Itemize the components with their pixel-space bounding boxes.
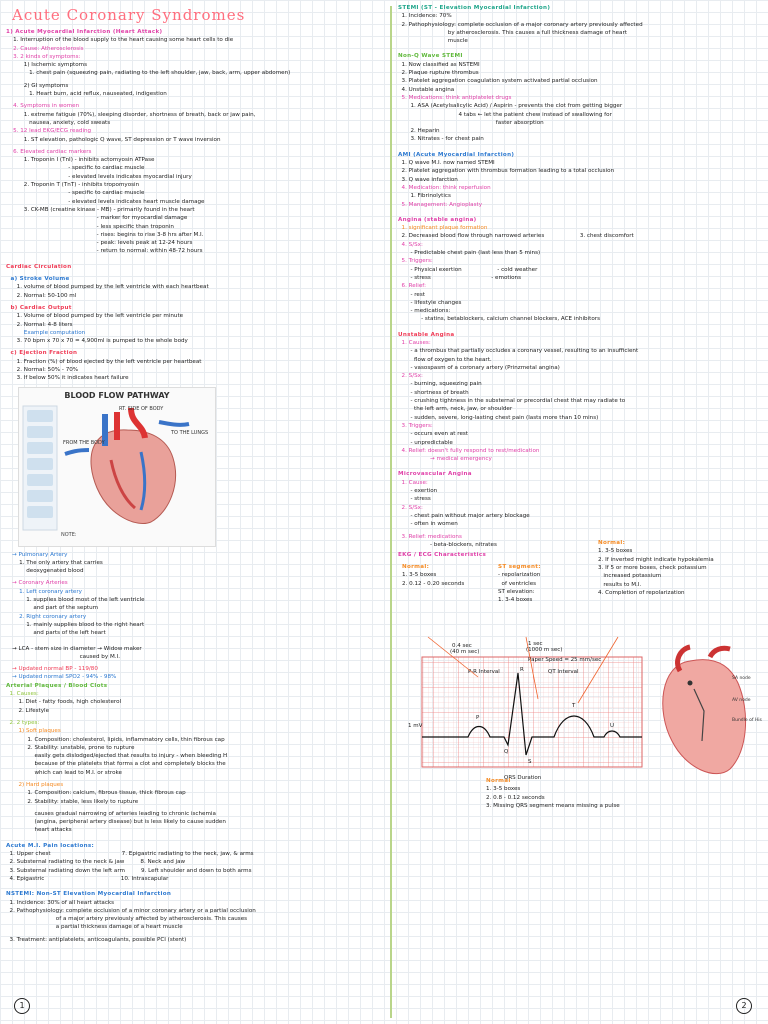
note-line: 2. S/Sx: (398, 504, 423, 511)
note-line: - unpredictable (398, 439, 453, 446)
note-line: 2. 2 types: (6, 719, 40, 726)
figure-title: BLOOD FLOW PATHWAY (64, 390, 170, 400)
ecg-pr-notes (402, 563, 464, 588)
note-line: - return to normal: within 48-72 hours (6, 248, 203, 255)
note-line: 1. Fraction (%) of blood ejected by the left ventricle per heartbeat (6, 358, 202, 365)
svg-text:FROM THE BODY: FROM THE BODY (63, 439, 105, 446)
ecg-note-line: 1. 3-5 boxes (402, 572, 437, 579)
note-line: - exertion (398, 488, 438, 495)
ecg-label: 0.4 sec (452, 643, 472, 650)
left-notes-2 (6, 682, 384, 944)
spacer (12, 638, 176, 645)
note-line: Angina (stable angina) (398, 216, 477, 223)
note-line: NSTEMI: Non-ST Elevation Myocardial Infarction (6, 891, 172, 898)
note-line: Arterial Plaques / Blood Clots (6, 682, 108, 689)
note-line: - shortness of breath (398, 389, 469, 396)
note-line: 1. Causes: (398, 339, 431, 346)
note-line: and part of the septum (12, 605, 99, 612)
ecg-note-line: 2. 0.12 - 0.20 seconds (402, 580, 465, 587)
note-line: - stress - emotions (398, 274, 521, 281)
note-line: - burning, squeezing pain (398, 381, 482, 388)
note-line: 4 tabs ← let the patient chew instead of swallowing for (398, 111, 612, 118)
ecg-note-line: 3. Missing QRS segment means missing a pulse (486, 803, 620, 809)
note-line: 5. 12 lead EKG/ECG reading (6, 128, 92, 135)
note-line: 1. Composition: cholesterol, lipids, inflammatory cells, thin fibrous cap (6, 736, 225, 743)
note-line: - statins, betablockers, calcium channel blockers, ACE inhibitors (398, 316, 600, 323)
note-line: - stress (398, 496, 431, 503)
note-line: - rest (398, 291, 425, 298)
note-line: Acute M.I. Pain locations: (6, 842, 95, 849)
spacer (6, 835, 384, 842)
note-line: which can lead to M.I. or stroke (6, 769, 122, 776)
ecg-label: P (476, 715, 480, 722)
blood-flow-figure (18, 387, 216, 547)
note-line: 2. Normal: 4-8 liters (6, 321, 73, 328)
note-line: 1. Upper chest 7. Epigastric radiating to the neck, jaw, & arms (6, 851, 254, 858)
svg-text:SA node: SA node (732, 676, 751, 682)
note-line: 1. Troponin I (TnI) - inhibits actomyosin ATPase (6, 157, 155, 164)
note-line: 1. ASA (Acetylsalicylic Acid) / Aspirin - prevents the clot from getting bigger (398, 103, 623, 110)
note-line: - a thrombus that partially occludes a coronary vessel, resulting to an insufficient (398, 348, 639, 355)
note-line: - occurs even at rest (398, 431, 468, 438)
note-line: - elevated levels indicates heart muscle damage (6, 198, 205, 205)
note-line: 1. Now classified as NSTEMI (398, 61, 480, 68)
note-line: a partial thickness damage of a heart muscle (6, 924, 183, 931)
note-line: 1. Volume of blood pumped by the left ventricle per minute (6, 313, 184, 320)
note-line: - specific to cardiac muscle (6, 190, 145, 197)
note-line: 2. Heparin (398, 128, 440, 135)
note-line: 5. Triggers: (398, 258, 433, 265)
note-line: nausea, anxiety, cold sweats (6, 119, 111, 126)
ecg-note-line: 2. 0.8 - 0.12 seconds (486, 794, 545, 801)
note-line: 1. Interruption of the blood supply to the heart causing some heart cells to die (6, 37, 234, 44)
note-line: and parts of the left heart (12, 630, 106, 637)
note-line: - elevated levels indicates myocardial injury (6, 173, 192, 180)
ecg-label: Paper Speed = 25 mm/sec (528, 657, 602, 664)
note-line: 3. Nitrates - for chest pain (398, 136, 484, 143)
ecg-t-notes (598, 539, 714, 597)
ecg-note-line: of ventricles (498, 580, 537, 587)
note-line: - Predictable chest pain (last less than 5 mins) (398, 250, 541, 257)
note-line: 3. 2 kinds of symptoms: (6, 53, 81, 60)
note-line: - vasospasm of a coronary artery (Prinzmetal angina) (398, 364, 560, 371)
note-line: 2. Pathophysiology: complete occlusion of a minor coronary artery or a partial occlusion (6, 907, 256, 914)
note-line: - lifestyle changes (398, 299, 462, 306)
note-line: 5. Medications: think antiplatelet drugs (398, 94, 512, 101)
ecg-note-line: ST elevation: (498, 589, 535, 595)
page-number: 1 (14, 998, 30, 1014)
note-line: → Pulmonary Artery (12, 551, 68, 558)
note-line: 5. Management: Angioplasty (398, 201, 483, 208)
note-line: of a major artery previously affected by atherosclerosis. This causes (6, 916, 248, 923)
spacer (398, 45, 762, 52)
note-line: flow of oxygen to the heart. (398, 356, 492, 363)
ecg-label: 1 mV (408, 723, 423, 730)
ecg-label: T (572, 703, 576, 710)
note-line: faster absorption (398, 119, 544, 126)
ecg-label: (1000 m sec) (526, 647, 563, 654)
note-line: - often in women (398, 521, 458, 528)
note-line: (angina, peripheral artery disease) but is less likely to cause sudden (6, 819, 226, 826)
note-line: 3. Relief: medications (398, 533, 462, 540)
ecg-note-line: Normal: (402, 564, 430, 571)
note-line: 1. volume of blood pumped by the left ventricle with each heartbeat (6, 284, 209, 291)
note-line: - Physical exertion - cold weather (398, 266, 538, 273)
ecg-label: R (520, 667, 524, 674)
ecg-heading: EKG / ECG Characteristics (398, 552, 487, 559)
note-line: 2. Normal: 50-100 ml (6, 292, 77, 299)
note-line: → Updated normal SPO2 - 94% - 98% (12, 674, 117, 681)
spacer (398, 144, 762, 151)
note-line: heart attacks (6, 827, 72, 834)
note-line: by atherosclerosis. This causes a full thickness damage of heart (398, 29, 627, 36)
note-line: → Updated normal BP - 119/80 (12, 666, 98, 673)
ecg-note-line: 1. 3-4 boxes (498, 597, 533, 604)
note-line: 3. If below 50% it indicates heart failure (6, 375, 129, 382)
note-line: - sudden, severe, long-lasting chest pain (lasts more than 10 mins) (398, 414, 599, 421)
note-line: 2. Pathophysiology: complete occlusion of a major coronary artery previously affected (398, 21, 643, 28)
ecg-st-notes (498, 563, 541, 604)
ecg-qrs-notes (486, 777, 620, 810)
ecg-label: QT Interval (548, 669, 579, 676)
note-line: 2. Substernal radiating to the neck & jaw 8. Neck and jaw (6, 859, 186, 866)
note-line: b) Cardiac Output (6, 304, 72, 311)
note-line: 1. Causes: (6, 691, 39, 698)
note-line: 6. Relief: (398, 283, 426, 290)
note-line: 1. Composition: calcium, fibrous tissue, thick fibrous cap (6, 790, 186, 797)
svg-text:TO THE LUNGS: TO THE LUNGS (171, 429, 209, 436)
page-title: Acute Coronary Syndromes (12, 6, 246, 24)
note-line: 1. The only artery that carries (12, 559, 103, 566)
column-divider (390, 6, 392, 1018)
note-line: 2. S/Sx: (398, 373, 423, 380)
note-line: 1. Heart burn, acid reflux, nauseated, indigestion (6, 91, 167, 98)
note-line: 4. Symptoms in women (6, 103, 80, 110)
note-line: Cardiac Circulation (6, 263, 72, 270)
note-line: 3. CK-MB (creatine kinase - MB) - primarily found in the heart (6, 206, 195, 213)
ecg-label: U (610, 723, 615, 730)
note-line: - medications: (398, 308, 451, 315)
ecg-note-line: Normal (486, 778, 511, 785)
note-line: 1. Fibrinolytics (398, 193, 451, 200)
note-line: Microvascular Angina (398, 471, 472, 478)
note-line: - peak: levels peak at 12-24 hours (6, 240, 193, 247)
note-line: 3. Platelet aggregation coagulation system activated partial occlusion (398, 78, 598, 85)
heart-section (6, 383, 384, 682)
note-line: 1. Incidence: 70% (398, 13, 452, 20)
ecg-note-line: 1. 3-5 boxes (486, 786, 521, 793)
conduction-heart-figure (650, 641, 762, 791)
note-line: causes gradual narrowing of arteries leading to chronic ischemia (6, 810, 216, 817)
ecg-label: P-R Interval (468, 669, 500, 676)
note-line: → medical emergency (398, 456, 492, 463)
note-line: 1. Incidence: 30% of all heart attacks (6, 899, 115, 906)
note-line: 3. Substernal radiating down the left arm 9. Left shoulder and down to both arms (6, 867, 252, 874)
note-line: 1. mainly supplies blood to the right heart (12, 621, 145, 628)
note-line: 2. Plaque rupture thrombus (398, 70, 479, 77)
ecg-note-line: results to M.I. (598, 581, 642, 588)
note-line: Unstable Angina (398, 331, 455, 338)
ecg-note-line: ST segment: (498, 564, 541, 571)
note-line: 1. extreme fatigue (70%), sleeping disorder, shortness of breath, back or jaw pain, (6, 111, 256, 118)
left-column (6, 4, 384, 1020)
note-line: 1) Soft plaques (6, 728, 61, 735)
spacer (398, 324, 762, 331)
note-line: STEMI (ST - Elevation Myocardial Infarction) (398, 5, 551, 11)
note-line: 4. Relief: doesn't fully respond to rest/medication (398, 447, 540, 454)
figure-note: NOTE: (61, 531, 77, 538)
note-line: - specific to cardiac muscle (6, 165, 145, 172)
note-line: Example computation (6, 329, 86, 336)
note-line: 3. Triggers: (398, 422, 433, 429)
right-column (398, 4, 762, 1020)
ecg-note-line: increased potassium (598, 573, 662, 580)
ecg-note-line: Normal: (598, 540, 626, 547)
page-number: 2 (736, 998, 752, 1014)
note-line: 1. supplies blood most of the left ventricle (12, 597, 145, 604)
note-line: - rises: begins to rise 3-8 hrs after M.I. (6, 231, 204, 238)
note-line: AMI (Acute Myocardial Infarction) (398, 151, 515, 158)
note-line: 1. chest pain (squeezing pain, radiating to the left shoulder, jaw, back, arm, upper abdomen) (6, 70, 291, 77)
spacer (398, 209, 762, 216)
ecg-note-line: 1. 3-5 boxes (598, 548, 633, 555)
ecg-note-line: - repolarization (498, 572, 541, 579)
heart-notes (12, 551, 176, 682)
spacer (6, 883, 384, 890)
note-line: Non-Q Wave STEMI (398, 53, 463, 60)
note-line: 1. Cause: (398, 479, 428, 486)
note-line: - crushing tightness in the substernal or precordial chest that may radiate to (398, 398, 626, 405)
note-line: c) Ejection Fraction (6, 350, 78, 357)
note-line: easily gets dislodged/ejected that results to injury - when bleeding H (6, 753, 228, 760)
note-line: 3. Treatment: antiplatelets, anticoagulants, possible PCI (stent) (6, 936, 187, 943)
note-line: caused by M.I. (12, 653, 120, 660)
note-line: → Coronary Arteries (12, 580, 68, 587)
left-notes (6, 28, 384, 383)
note-line: 1. Diet - fatty foods, high cholesterol (6, 699, 122, 706)
svg-text:AV node: AV node (732, 698, 751, 704)
note-line: 1. ST elevation, pathologic Q wave, ST depression or T wave inversion (6, 136, 221, 143)
note-line: 4. Epigastric 10. Intrascapular (6, 875, 169, 882)
note-line: 1. Q wave M.I. now named STEMI (398, 160, 495, 167)
ecg-label: (40 m sec) (450, 649, 480, 656)
note-line: 2. Cause: Atherosclerosis (6, 45, 84, 52)
note-line: the left arm, neck, jaw, or shoulder (398, 406, 513, 413)
note-line: 4. Medication: think reperfusion (398, 184, 491, 191)
note-line: 2. Troponin T (TnT) - inhibits tropomyosin (6, 182, 140, 189)
ecg-label: S (528, 759, 532, 766)
note-line: 2. Normal: 50% - 70% (6, 366, 79, 373)
note-line: 6. Elevated cardiac markers (6, 148, 92, 155)
ecg-note-line: 2. If inverted might indicate hypokalemia (598, 556, 714, 563)
note-line: 1. significant plaque formation (398, 225, 488, 232)
ecg-label: 1 sec (528, 641, 543, 648)
note-line: 2. Stability: unstable, prone to rupture (6, 744, 135, 751)
note-line: 1) Ischemic symptoms (6, 62, 87, 69)
note-line: 3. 70 bpm x 70 x 70 = 4,900ml is pumped to the whole body (6, 338, 188, 345)
svg-text:Bundle of His: Bundle of His (732, 718, 762, 724)
note-line: deoxygenated blood (12, 568, 84, 575)
ecg-label: QRS Duration (504, 775, 542, 782)
note-line: → LCA - stem size in diameter → Widow maker (12, 645, 142, 652)
note-line: 2. Stability: stable, less likely to rupture (6, 798, 139, 805)
note-line: 2. Decreased blood flow through narrowed arteries 3. chest discomfort (398, 233, 634, 240)
heart-diagram (19, 400, 215, 540)
ecg-note-line: 4. Completion of repolarization (598, 589, 685, 596)
note-line: 4. S/Sx: (398, 241, 423, 248)
note-line: 1. Left coronary artery (12, 588, 82, 595)
note-line: 4. Unstable angina (398, 86, 455, 93)
note-line: - chest pain without major artery blockage (398, 512, 530, 519)
svg-text:RT. SIDE OF BODY: RT. SIDE OF BODY (119, 405, 164, 412)
right-notes (398, 4, 762, 549)
note-line: 2. Platelet aggregation with thrombus formation leading to a total occlusion (398, 168, 615, 175)
ecg-note-line: 3. If 5 or more boxes, check potassium (598, 565, 707, 571)
ecg-label: Q (504, 749, 509, 756)
note-line: 2. Lifestyle (6, 707, 50, 714)
note-line: a) Stroke Volume (6, 276, 70, 283)
note-line: 1) Acute Myocardial Infarction (Heart Attack) (6, 29, 163, 35)
note-line: - less specific than troponin (6, 223, 174, 230)
ecg-waveform-figure (408, 637, 646, 787)
note-line: 2) GI symptoms (6, 82, 69, 89)
note-line: because of the platelets that forms a clot and completely blocks the (6, 761, 226, 768)
note-line: - marker for myocardial damage (6, 215, 188, 222)
note-line: 2) Hard plaques (6, 782, 64, 788)
spacer (398, 463, 762, 470)
note-line: muscle (398, 38, 468, 45)
note-line: - beta-blockers, nitrates (398, 541, 497, 548)
spacer (6, 256, 384, 263)
note-line: 3. Q wave infarction (398, 176, 458, 183)
note-line: 2. Right coronary artery (12, 613, 87, 620)
